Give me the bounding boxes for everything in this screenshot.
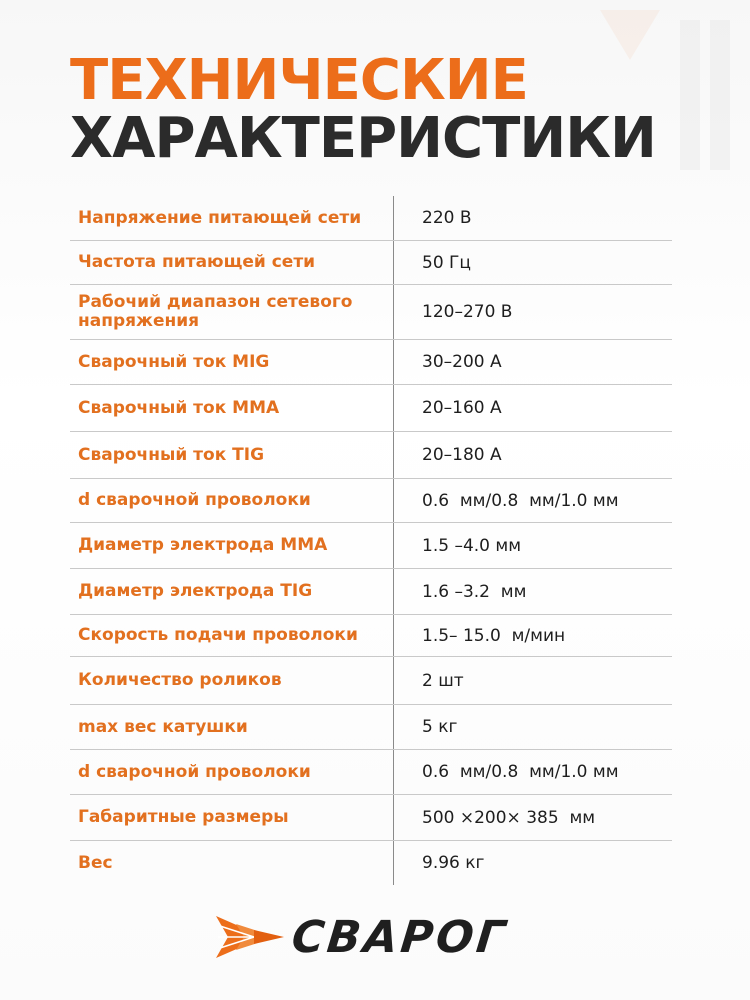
spec-row [70,795,672,841]
spec-param: Количество роликов [78,670,282,690]
spec-value: 1.5– 15.0 м/мин [393,615,672,656]
spec-param: Габаритные размеры [78,807,289,827]
spec-value: 9.96 кг [393,841,672,885]
spec-value: 1.5 –4.0 мм [393,523,672,568]
spec-param: d сварочной проволоки [78,490,311,510]
spec-param: Диаметр электрода MMA [78,535,328,555]
spec-param: Вес [78,852,113,873]
title-line-1: ТЕХНИЧЕСКИЕ [70,48,528,113]
spec-value: 120–270 В [393,285,672,339]
specs-table [70,196,672,885]
spec-value: 2 шт [393,657,672,704]
spec-value: 0.6 мм/0.8 мм/1.0 мм [393,750,672,794]
brand-logo [214,908,536,966]
spec-param: d сварочной проволоки [78,761,311,782]
spec-value: 500 ×200× 385 мм [393,795,672,840]
spec-param: Частота питающей сети [78,252,316,272]
spec-row [70,523,672,569]
title-line-2: ХАРАКТЕРИСТИКИ [70,106,656,171]
page-title [70,48,656,171]
spec-row [70,241,672,285]
spec-row [70,432,672,479]
spec-param: Рабочий диапазон сетевого напряжения [78,292,353,331]
spec-row [70,657,672,705]
spec-row [70,705,672,750]
spec-row [70,196,672,241]
spec-value: 20–160 А [393,385,672,431]
spec-param: Сварочный ток MMA [78,397,280,418]
spec-param: Напряжение питающей сети [78,207,362,228]
spec-value: 1.6 –3.2 мм [393,569,672,614]
spec-row [70,479,672,523]
spec-row [70,340,672,385]
spec-param: Сварочный ток TIG [78,444,265,465]
flame-arrow-icon [214,912,286,962]
spec-value: 0.6 мм/0.8 мм/1.0 мм [393,479,672,522]
brand-name: СВАРОГ [289,911,511,963]
spec-row [70,285,672,340]
spec-value: 50 Гц [393,241,672,284]
spec-value: 5 кг [393,705,672,749]
spec-row [70,615,672,657]
spec-param: max вес катушки [78,716,248,737]
spec-value: 220 В [393,196,672,240]
spec-value: 30–200 А [393,340,672,384]
spec-row [70,841,672,885]
spec-param: Диаметр электрода TIG [78,581,313,601]
spec-param: Скорость подачи проволоки [78,625,358,645]
spec-row [70,385,672,432]
spec-value: 20–180 А [393,432,672,478]
spec-param: Сварочный ток MIG [78,351,270,372]
spec-row [70,569,672,615]
spec-row [70,750,672,795]
